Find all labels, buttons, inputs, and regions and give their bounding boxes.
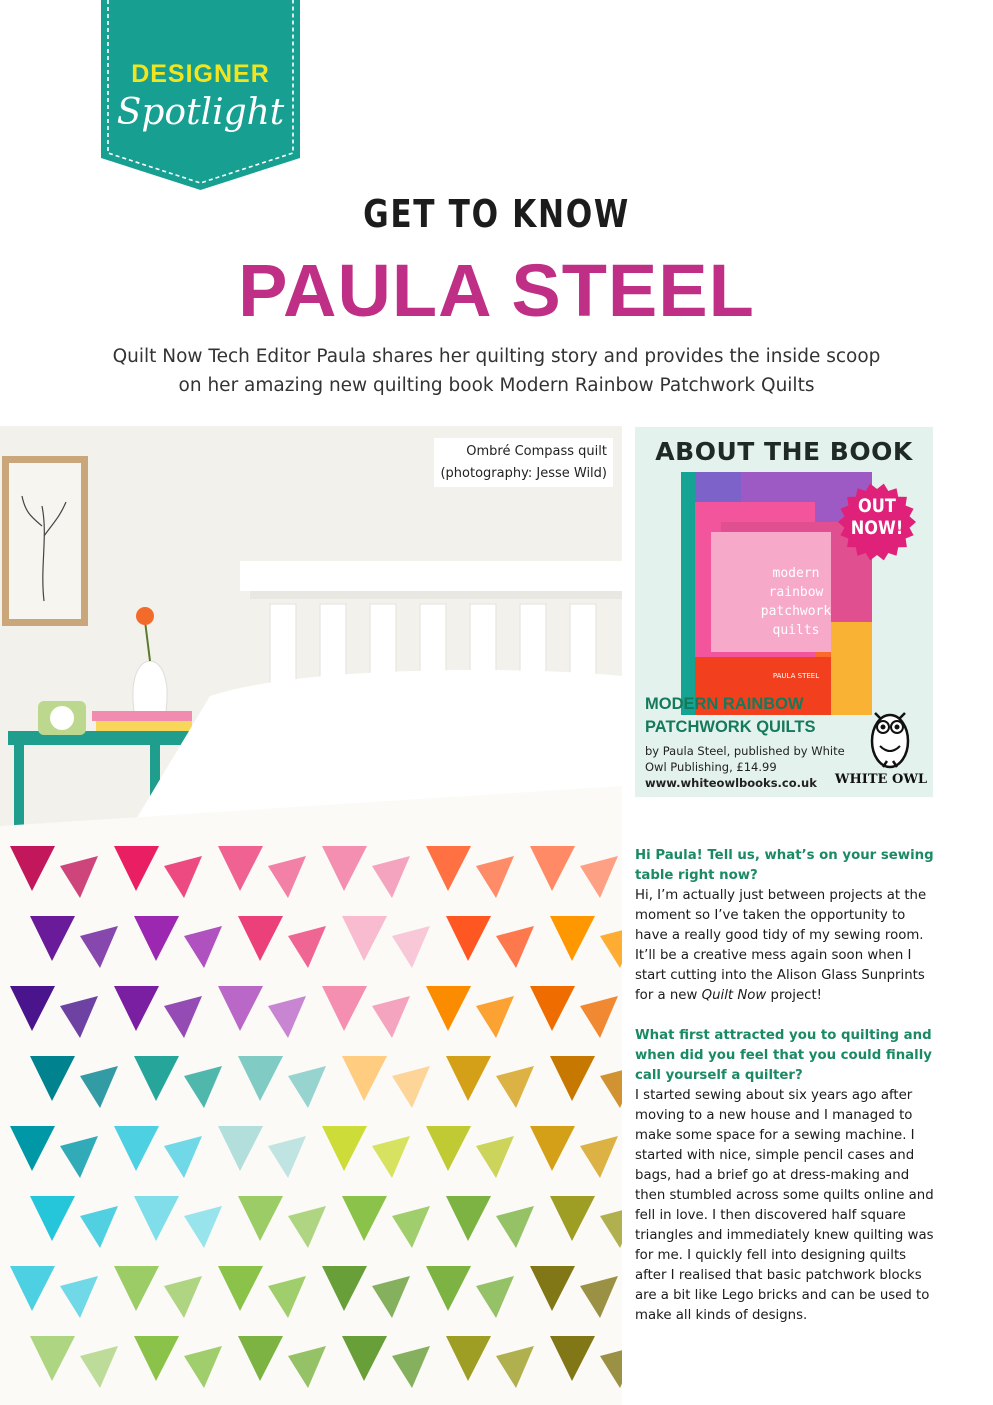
out-now-line-2: NOW! — [850, 517, 904, 539]
answer-1-magazine: Quilt Now — [701, 988, 767, 1003]
designer-spotlight-badge — [101, 0, 300, 190]
qa-block-2 — [635, 1026, 935, 1326]
quilt-photo — [0, 426, 622, 1405]
cover-title-line-1: modern — [772, 566, 820, 581]
out-now-line-1: OUT — [858, 495, 896, 517]
badge-designer-label: DESIGNER — [131, 60, 270, 88]
standfirst-line-2: on her amazing new quilting book Modern Rainbow Patchwork Quilts — [178, 375, 815, 396]
answer-1-text: Hi, I’m actually just between projects at the moment so I’ve taken the opportunity to have a really good tidy of my sewing room. It’ll be a creative mess again soon when I start cutting into the Alison Glass Sunprints for a new — [635, 888, 927, 1003]
question-1: Hi Paula! Tell us, what’s on your sewing table right now? — [635, 848, 934, 883]
book-byline-line-1: by Paula Steel, published by White — [645, 744, 845, 758]
standfirst-line-1: Quilt Now Tech Editor Paula shares her quilting story and provides the inside scoop — [112, 346, 881, 367]
answer-2: I started sewing about six years ago after moving to a new house and I managed to make some space for a sewing machine. I started with nice, simple pencil cases and bags, had a brief go at dress-making and then stumbled across some quilts online and fell in love. I then discovered half square triangles and immediately knew quilting was for me. I quickly fell into designing quilts after I realised that basic patchwork blocks are a bit like Lego bricks and can be used to make all kinds of designs. — [635, 1088, 934, 1323]
article-standfirst — [60, 342, 933, 400]
interview-text — [635, 846, 935, 1346]
answer-1-end: project! — [766, 988, 823, 1003]
article-title: PAULA STEEL — [238, 249, 755, 332]
book-title-line-2: PATCHWORK QUILTS — [645, 718, 816, 736]
cover-author: PAULA STEEL — [772, 672, 820, 680]
publisher-link[interactable]: www.whiteowlbooks.co.uk — [645, 776, 817, 790]
bedroom-quilt-illustration — [0, 426, 622, 1405]
out-now-sticker — [837, 482, 917, 562]
article-kicker: GET TO KNOW — [363, 192, 630, 236]
caption-line-2: (photography: Jesse Wild) — [440, 466, 607, 481]
badge-spotlight-label: Spotlight — [116, 92, 285, 133]
about-the-book-box — [635, 427, 933, 797]
book-title — [645, 693, 845, 739]
caption-line-1: Ombré Compass quilt — [466, 444, 607, 459]
photo-caption — [434, 438, 613, 487]
cover-title-line-3: patchwork — [760, 604, 832, 619]
qa-block-1 — [635, 846, 935, 1006]
book-byline-line-2: Owl Publishing, £14.99 — [645, 760, 777, 774]
owl-icon — [855, 701, 925, 771]
question-2: What first attracted you to quilting and when did you feel that you could finally call yourself a quilter? — [635, 1028, 932, 1083]
publisher-name: WHITE OWL — [834, 772, 928, 787]
answer-1 — [635, 886, 935, 1006]
book-title-line-1: MODERN RAINBOW — [645, 695, 804, 713]
cover-title-line-4: quilts — [772, 623, 820, 638]
cover-title-line-2: rainbow — [768, 585, 824, 600]
about-heading: ABOUT THE BOOK — [655, 437, 913, 466]
